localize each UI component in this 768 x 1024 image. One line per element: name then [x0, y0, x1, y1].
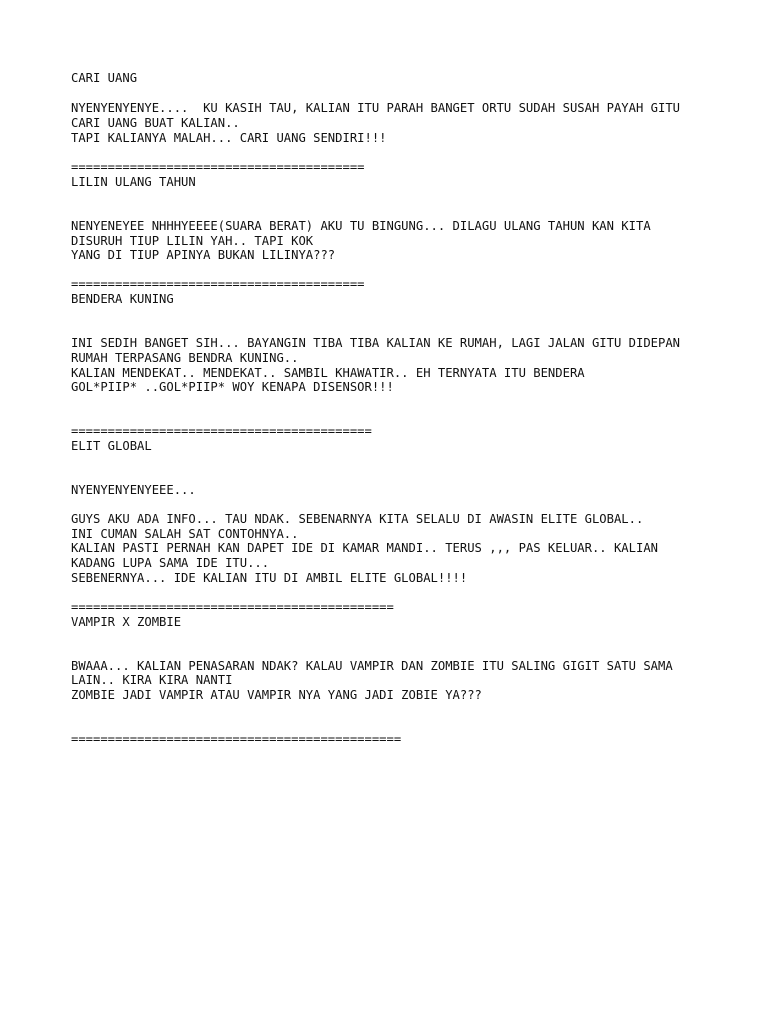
- paragraph-line: INI SEDIH BANGET SIH... BAYANGIN TIBA TIBA KALIAN KE RUMAH, LAGI JALAN GITU DIDEPAN: [71, 336, 681, 350]
- paragraph-line: RUMAH TERPASANG BENDRA KUNING..: [71, 351, 299, 365]
- paragraph-line: TAPI KALIANYA MALAH... CARI UANG SENDIRI!!!: [71, 131, 387, 145]
- section-divider: =============================================: [71, 732, 402, 746]
- paragraph-line: KADANG LUPA SAMA IDE ITU...: [71, 556, 270, 570]
- paragraph-line: NENYENEYEE NHHHYEEEE(SUARA BERAT) AKU TU BINGUNG... DILAGU ULANG TAHUN KAN KITA: [71, 219, 651, 233]
- section-divider: =========================================: [71, 424, 372, 438]
- section-divider: ========================================: [71, 277, 365, 291]
- paragraph-line: GOL*PIIP* ..GOL*PIIP* WOY KENAPA DISENSOR!!!: [71, 380, 394, 394]
- paragraph-intro: NYENYENYENYEEE...: [71, 483, 196, 497]
- paragraph-line: KALIAN PASTI PERNAH KAN DAPET IDE DI KAMAR MANDI.. TERUS ,,, PAS KELUAR.. KALIAN: [71, 541, 658, 555]
- paragraph-line: NYENYENYENYE.... KU KASIH TAU, KALIAN ITU PARAH BANGET ORTU SUDAH SUSAH PAYAH GITU: [71, 101, 681, 115]
- paragraph-line: GUYS AKU ADA INFO... TAU NDAK. SEBENARNYA KITA SELALU DI AWASIN ELITE GLOBAL..: [71, 512, 644, 526]
- paragraph-line: ZOMBIE JADI VAMPIR ATAU VAMPIR NYA YANG JADI ZOBIE YA???: [71, 688, 482, 702]
- paragraph-line: BWAAA... KALIAN PENASARAN NDAK? KALAU VAMPIR DAN ZOMBIE ITU SALING GIGIT SATU SAMA: [71, 659, 673, 673]
- section-title-elit-global: ELIT GLOBAL: [71, 439, 152, 453]
- paragraph-line: YANG DI TIUP APINYA BUKAN LILINYA???: [71, 248, 336, 262]
- paragraph-line: INI CUMAN SALAH SAT CONTOHNYA..: [71, 527, 299, 541]
- section-title-bendera-kuning: BENDERA KUNING: [71, 292, 174, 306]
- section-divider: ========================================: [71, 160, 365, 174]
- section-divider: ============================================: [71, 600, 394, 614]
- section-title-vampir-x-zombie: VAMPIR X ZOMBIE: [71, 615, 182, 629]
- paragraph-line: KALIAN MENDEKAT.. MENDEKAT.. SAMBIL KHAWATIR.. EH TERNYATA ITU BENDERA: [71, 366, 585, 380]
- paragraph-line: CARI UANG BUAT KALIAN..: [71, 116, 240, 130]
- paragraph-line: DISURUH TIUP LILIN YAH.. TAPI KOK: [71, 234, 314, 248]
- paragraph-line: LAIN.. KIRA KIRA NANTI: [71, 673, 233, 687]
- section-title-lilin-ulang-tahun: LILIN ULANG TAHUN: [71, 175, 196, 189]
- section-title-cari-uang: CARI UANG: [71, 71, 138, 85]
- paragraph-line: SEBENERNYA... IDE KALIAN ITU DI AMBIL ELITE GLOBAL!!!!: [71, 571, 468, 585]
